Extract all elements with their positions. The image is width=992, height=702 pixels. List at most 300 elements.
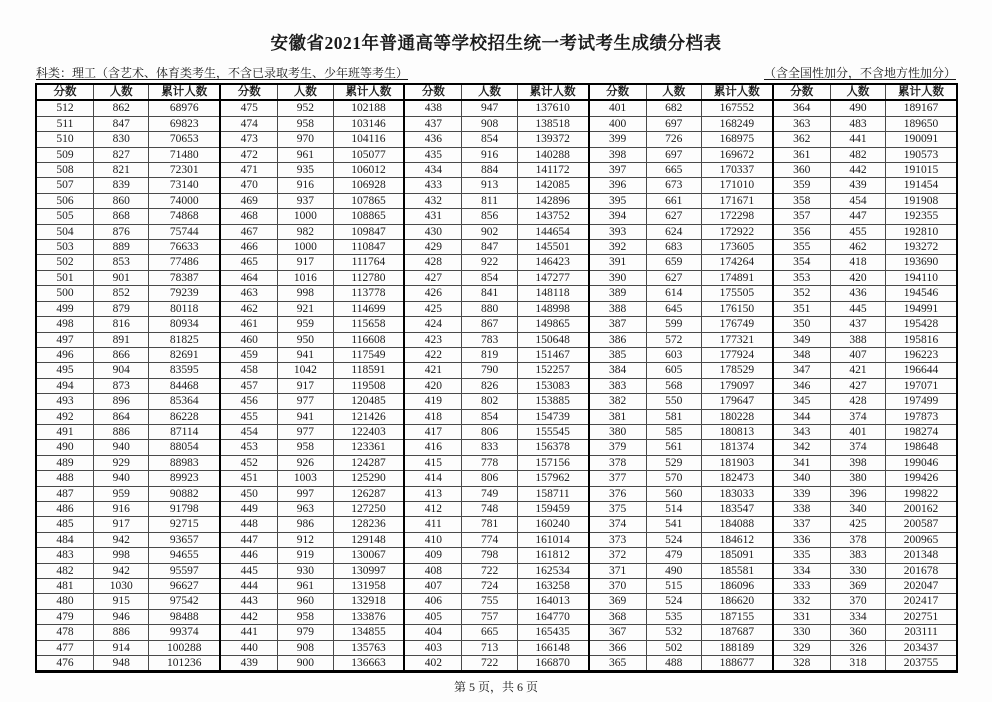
score-cell: 343 (773, 424, 831, 439)
score-cell: 437 (404, 116, 462, 131)
score-cell: 432 (404, 193, 462, 208)
cumulative-cell: 187155 (701, 609, 772, 624)
cumulative-cell: 143752 (517, 209, 588, 224)
count-cell: 862 (94, 100, 149, 116)
count-cell: 697 (646, 147, 701, 162)
cumulative-cell: 80118 (149, 301, 220, 316)
count-cell: 529 (646, 455, 701, 470)
cumulative-cell: 176150 (701, 301, 772, 316)
cumulative-cell: 184612 (701, 532, 772, 547)
count-cell: 665 (646, 163, 701, 178)
count-cell: 952 (278, 100, 333, 116)
cumulative-cell: 194546 (886, 286, 957, 301)
cumulative-cell: 111764 (333, 255, 404, 270)
score-cell: 491 (36, 424, 94, 439)
count-cell: 986 (278, 517, 333, 532)
count-cell: 790 (462, 363, 517, 378)
cumulative-cell: 156378 (517, 440, 588, 455)
count-cell: 856 (462, 209, 517, 224)
score-cell: 358 (773, 193, 831, 208)
score-cell: 332 (773, 594, 831, 609)
cumulative-cell: 191908 (886, 193, 957, 208)
score-cell: 436 (404, 132, 462, 147)
score-cell: 438 (404, 100, 462, 116)
score-cell: 361 (773, 147, 831, 162)
count-cell: 673 (646, 178, 701, 193)
cumulative-cell: 173605 (701, 240, 772, 255)
cumulative-cell: 157962 (517, 471, 588, 486)
score-cell: 499 (36, 301, 94, 316)
cumulative-cell: 147277 (517, 270, 588, 285)
column-header-count: 人数 (462, 84, 517, 100)
table-row (36, 163, 957, 178)
cumulative-cell: 201678 (886, 563, 957, 578)
cumulative-cell: 166148 (517, 640, 588, 655)
cumulative-cell: 79239 (149, 286, 220, 301)
count-cell: 427 (830, 378, 885, 393)
table-row (36, 363, 957, 378)
score-cell: 397 (589, 163, 647, 178)
cumulative-cell: 130067 (333, 548, 404, 563)
count-cell: 550 (646, 394, 701, 409)
cumulative-cell: 161812 (517, 548, 588, 563)
score-cell: 330 (773, 625, 831, 640)
score-cell: 377 (589, 471, 647, 486)
count-cell: 854 (462, 132, 517, 147)
count-cell: 755 (462, 594, 517, 609)
cumulative-cell: 180813 (701, 424, 772, 439)
table-row (36, 193, 957, 208)
score-cell: 408 (404, 563, 462, 578)
count-cell: 398 (830, 455, 885, 470)
cumulative-cell: 196644 (886, 363, 957, 378)
count-cell: 868 (94, 209, 149, 224)
count-cell: 950 (278, 332, 333, 347)
score-cell: 387 (589, 317, 647, 332)
cumulative-cell: 155545 (517, 424, 588, 439)
score-cell: 433 (404, 178, 462, 193)
table-row (36, 209, 957, 224)
cumulative-cell: 91798 (149, 501, 220, 516)
cumulative-cell: 184088 (701, 517, 772, 532)
count-cell: 581 (646, 409, 701, 424)
cumulative-cell: 141172 (517, 163, 588, 178)
score-cell: 489 (36, 455, 94, 470)
cumulative-cell: 106928 (333, 178, 404, 193)
cumulative-cell: 120485 (333, 394, 404, 409)
score-cell: 474 (220, 116, 278, 131)
count-cell: 864 (94, 409, 149, 424)
count-cell: 847 (94, 116, 149, 131)
table-row (36, 609, 957, 624)
table-row (36, 240, 957, 255)
count-cell: 490 (830, 100, 885, 116)
score-cell: 426 (404, 286, 462, 301)
score-distribution-table (35, 83, 958, 673)
count-cell: 462 (830, 240, 885, 255)
bonus-points-note: （含全国性加分，不含地方性加分） (763, 66, 956, 80)
count-cell: 896 (94, 394, 149, 409)
table-row (36, 409, 957, 424)
count-cell: 917 (278, 255, 333, 270)
score-cell: 351 (773, 301, 831, 316)
count-cell: 713 (462, 640, 517, 655)
count-cell: 697 (646, 116, 701, 131)
cumulative-cell: 75744 (149, 224, 220, 239)
score-cell: 371 (589, 563, 647, 578)
score-cell: 390 (589, 270, 647, 285)
count-cell: 570 (646, 471, 701, 486)
score-cell: 431 (404, 209, 462, 224)
score-cell: 455 (220, 409, 278, 424)
score-cell: 422 (404, 347, 462, 362)
cumulative-cell: 151467 (517, 347, 588, 362)
count-cell: 334 (830, 609, 885, 624)
count-cell: 942 (94, 563, 149, 578)
score-cell: 458 (220, 363, 278, 378)
cumulative-cell: 198648 (886, 440, 957, 455)
column-header-count: 人数 (278, 84, 333, 100)
count-cell: 977 (278, 424, 333, 439)
cumulative-cell: 135763 (333, 640, 404, 655)
cumulative-cell: 76633 (149, 240, 220, 255)
cumulative-cell: 112780 (333, 270, 404, 285)
count-cell: 917 (94, 517, 149, 532)
cumulative-cell: 180228 (701, 409, 772, 424)
score-cell: 495 (36, 363, 94, 378)
count-cell: 572 (646, 332, 701, 347)
count-cell: 937 (278, 193, 333, 208)
score-cell: 340 (773, 471, 831, 486)
count-cell: 961 (278, 147, 333, 162)
count-cell: 585 (646, 424, 701, 439)
cumulative-cell: 177321 (701, 332, 772, 347)
cumulative-cell: 179097 (701, 378, 772, 393)
cumulative-cell: 198274 (886, 424, 957, 439)
table-row (36, 286, 957, 301)
count-cell: 603 (646, 347, 701, 362)
count-cell: 854 (462, 409, 517, 424)
score-cell: 391 (589, 255, 647, 270)
score-cell: 460 (220, 332, 278, 347)
score-cell: 506 (36, 193, 94, 208)
table-row (36, 656, 957, 672)
score-cell: 453 (220, 440, 278, 455)
cumulative-cell: 131958 (333, 579, 404, 594)
cumulative-cell: 140288 (517, 147, 588, 162)
count-cell: 908 (462, 116, 517, 131)
score-cell: 487 (36, 486, 94, 501)
score-cell: 465 (220, 255, 278, 270)
score-cell: 412 (404, 501, 462, 516)
score-cell: 446 (220, 548, 278, 563)
count-cell: 722 (462, 656, 517, 672)
count-cell: 891 (94, 332, 149, 347)
count-cell: 524 (646, 594, 701, 609)
count-cell: 330 (830, 563, 885, 578)
cumulative-cell: 146423 (517, 255, 588, 270)
cumulative-cell: 171010 (701, 178, 772, 193)
count-cell: 1016 (278, 270, 333, 285)
table-row (36, 255, 957, 270)
count-cell: 560 (646, 486, 701, 501)
cumulative-cell: 159459 (517, 501, 588, 516)
cumulative-cell: 74000 (149, 193, 220, 208)
count-cell: 374 (830, 409, 885, 424)
score-cell: 503 (36, 240, 94, 255)
cumulative-cell: 202047 (886, 579, 957, 594)
score-cell: 388 (589, 301, 647, 316)
count-cell: 921 (278, 301, 333, 316)
count-cell: 541 (646, 517, 701, 532)
table-row (36, 378, 957, 393)
column-header-score: 分数 (589, 84, 647, 100)
score-cell: 478 (36, 625, 94, 640)
count-cell: 488 (646, 656, 701, 672)
count-cell: 942 (94, 532, 149, 547)
score-cell: 381 (589, 409, 647, 424)
count-cell: 683 (646, 240, 701, 255)
score-cell: 404 (404, 625, 462, 640)
score-cell: 370 (589, 579, 647, 594)
count-cell: 490 (646, 563, 701, 578)
table-row (36, 224, 957, 239)
score-cell: 440 (220, 640, 278, 655)
score-cell: 445 (220, 563, 278, 578)
count-cell: 873 (94, 378, 149, 393)
count-cell: 1042 (278, 363, 333, 378)
cumulative-cell: 185581 (701, 563, 772, 578)
cumulative-cell: 121426 (333, 409, 404, 424)
cumulative-cell: 202751 (886, 609, 957, 624)
score-cell: 500 (36, 286, 94, 301)
count-cell: 502 (646, 640, 701, 655)
score-cell: 472 (220, 147, 278, 162)
score-cell: 339 (773, 486, 831, 501)
cumulative-cell: 164770 (517, 609, 588, 624)
count-cell: 908 (278, 640, 333, 655)
count-cell: 947 (462, 100, 517, 116)
subject-category-note: 科类：理工（含艺术、体育类考生，不含已录取考生、少年班等考生） (36, 66, 409, 80)
count-cell: 916 (462, 147, 517, 162)
cumulative-cell: 200162 (886, 501, 957, 516)
count-cell: 627 (646, 209, 701, 224)
count-cell: 913 (462, 178, 517, 193)
score-cell: 476 (36, 656, 94, 672)
column-header-cumulative: 累计人数 (517, 84, 588, 100)
cumulative-cell: 125290 (333, 471, 404, 486)
score-cell: 400 (589, 116, 647, 131)
count-cell: 514 (646, 501, 701, 516)
table-row (36, 455, 957, 470)
cumulative-cell: 89923 (149, 471, 220, 486)
score-cell: 393 (589, 224, 647, 239)
count-cell: 614 (646, 286, 701, 301)
cumulative-cell: 88983 (149, 455, 220, 470)
score-cell: 416 (404, 440, 462, 455)
count-cell: 532 (646, 625, 701, 640)
score-cell: 512 (36, 100, 94, 116)
count-cell: 961 (278, 579, 333, 594)
count-cell: 941 (278, 409, 333, 424)
count-cell: 867 (462, 317, 517, 332)
cumulative-cell: 202417 (886, 594, 957, 609)
count-cell: 902 (462, 224, 517, 239)
cumulative-cell: 181903 (701, 455, 772, 470)
score-cell: 349 (773, 332, 831, 347)
cumulative-cell: 182473 (701, 471, 772, 486)
score-cell: 507 (36, 178, 94, 193)
score-cell: 353 (773, 270, 831, 285)
count-cell: 605 (646, 363, 701, 378)
score-cell: 384 (589, 363, 647, 378)
count-cell: 958 (278, 609, 333, 624)
score-cell: 378 (589, 455, 647, 470)
score-cell: 398 (589, 147, 647, 162)
table-row (36, 132, 957, 147)
count-cell: 437 (830, 317, 885, 332)
cumulative-cell: 84468 (149, 378, 220, 393)
count-cell: 455 (830, 224, 885, 239)
subtitle-row (36, 64, 956, 81)
cumulative-cell: 105077 (333, 147, 404, 162)
cumulative-cell: 139372 (517, 132, 588, 147)
cumulative-cell: 97542 (149, 594, 220, 609)
count-cell: 839 (94, 178, 149, 193)
cumulative-cell: 126287 (333, 486, 404, 501)
count-cell: 958 (278, 116, 333, 131)
score-cell: 392 (589, 240, 647, 255)
count-cell: 749 (462, 486, 517, 501)
score-cell: 481 (36, 579, 94, 594)
score-cell: 365 (589, 656, 647, 672)
score-cell: 362 (773, 132, 831, 147)
cumulative-cell: 167552 (701, 100, 772, 116)
score-cell: 405 (404, 609, 462, 624)
cumulative-cell: 200587 (886, 517, 957, 532)
count-cell: 866 (94, 347, 149, 362)
count-cell: 819 (462, 347, 517, 362)
score-cell: 462 (220, 301, 278, 316)
cumulative-cell: 74868 (149, 209, 220, 224)
score-cell: 401 (589, 100, 647, 116)
table-row (36, 548, 957, 563)
score-cell: 439 (220, 656, 278, 672)
count-cell: 401 (830, 424, 885, 439)
table-header-row (36, 84, 957, 100)
cumulative-cell: 199046 (886, 455, 957, 470)
score-cell: 427 (404, 270, 462, 285)
cumulative-cell: 171671 (701, 193, 772, 208)
table-row (36, 563, 957, 578)
score-cell: 382 (589, 394, 647, 409)
count-cell: 827 (94, 147, 149, 162)
table-row (36, 640, 957, 655)
score-cell: 356 (773, 224, 831, 239)
cumulative-cell: 181374 (701, 440, 772, 455)
cumulative-cell: 189167 (886, 100, 957, 116)
score-cell: 473 (220, 132, 278, 147)
count-cell: 722 (462, 563, 517, 578)
cumulative-cell: 98488 (149, 609, 220, 624)
column-header-count: 人数 (94, 84, 149, 100)
cumulative-cell: 80934 (149, 317, 220, 332)
count-cell: 425 (830, 517, 885, 532)
cumulative-cell: 129148 (333, 532, 404, 547)
score-cell: 429 (404, 240, 462, 255)
count-cell: 388 (830, 332, 885, 347)
column-header-count: 人数 (646, 84, 701, 100)
cumulative-cell: 203111 (886, 625, 957, 640)
count-cell: 447 (830, 209, 885, 224)
count-cell: 360 (830, 625, 885, 640)
score-cell: 403 (404, 640, 462, 655)
count-cell: 645 (646, 301, 701, 316)
score-cell: 452 (220, 455, 278, 470)
score-cell: 466 (220, 240, 278, 255)
count-cell: 904 (94, 363, 149, 378)
cumulative-cell: 153083 (517, 378, 588, 393)
score-cell: 350 (773, 317, 831, 332)
score-cell: 424 (404, 317, 462, 332)
count-cell: 627 (646, 270, 701, 285)
cumulative-cell: 175505 (701, 286, 772, 301)
column-header-count: 人数 (830, 84, 885, 100)
count-cell: 370 (830, 594, 885, 609)
score-cell: 411 (404, 517, 462, 532)
score-cell: 347 (773, 363, 831, 378)
score-cell: 348 (773, 347, 831, 362)
cumulative-cell: 192355 (886, 209, 957, 224)
table-row (36, 532, 957, 547)
cumulative-cell: 168975 (701, 132, 772, 147)
cumulative-cell: 194110 (886, 270, 957, 285)
score-cell: 469 (220, 193, 278, 208)
cumulative-cell: 133876 (333, 609, 404, 624)
cumulative-cell: 190091 (886, 132, 957, 147)
table-row (36, 471, 957, 486)
count-cell: 421 (830, 363, 885, 378)
cumulative-cell: 148118 (517, 286, 588, 301)
score-cell: 368 (589, 609, 647, 624)
score-cell: 385 (589, 347, 647, 362)
score-cell: 511 (36, 116, 94, 131)
score-cell: 470 (220, 178, 278, 193)
count-cell: 482 (830, 147, 885, 162)
score-cell: 505 (36, 209, 94, 224)
count-cell: 946 (94, 609, 149, 624)
cumulative-cell: 185091 (701, 548, 772, 563)
column-header-cumulative: 累计人数 (149, 84, 220, 100)
score-cell: 345 (773, 394, 831, 409)
cumulative-cell: 81825 (149, 332, 220, 347)
table-row (36, 394, 957, 409)
count-cell: 1000 (278, 240, 333, 255)
score-cell: 475 (220, 100, 278, 116)
score-cell: 409 (404, 548, 462, 563)
score-cell: 496 (36, 347, 94, 362)
cumulative-cell: 162534 (517, 563, 588, 578)
count-cell: 929 (94, 455, 149, 470)
cumulative-cell: 109847 (333, 224, 404, 239)
cumulative-cell: 106012 (333, 163, 404, 178)
count-cell: 916 (278, 178, 333, 193)
count-cell: 884 (462, 163, 517, 178)
score-cell: 402 (404, 656, 462, 672)
cumulative-cell: 92715 (149, 517, 220, 532)
cumulative-cell: 188677 (701, 656, 772, 672)
cumulative-cell: 197071 (886, 378, 957, 393)
